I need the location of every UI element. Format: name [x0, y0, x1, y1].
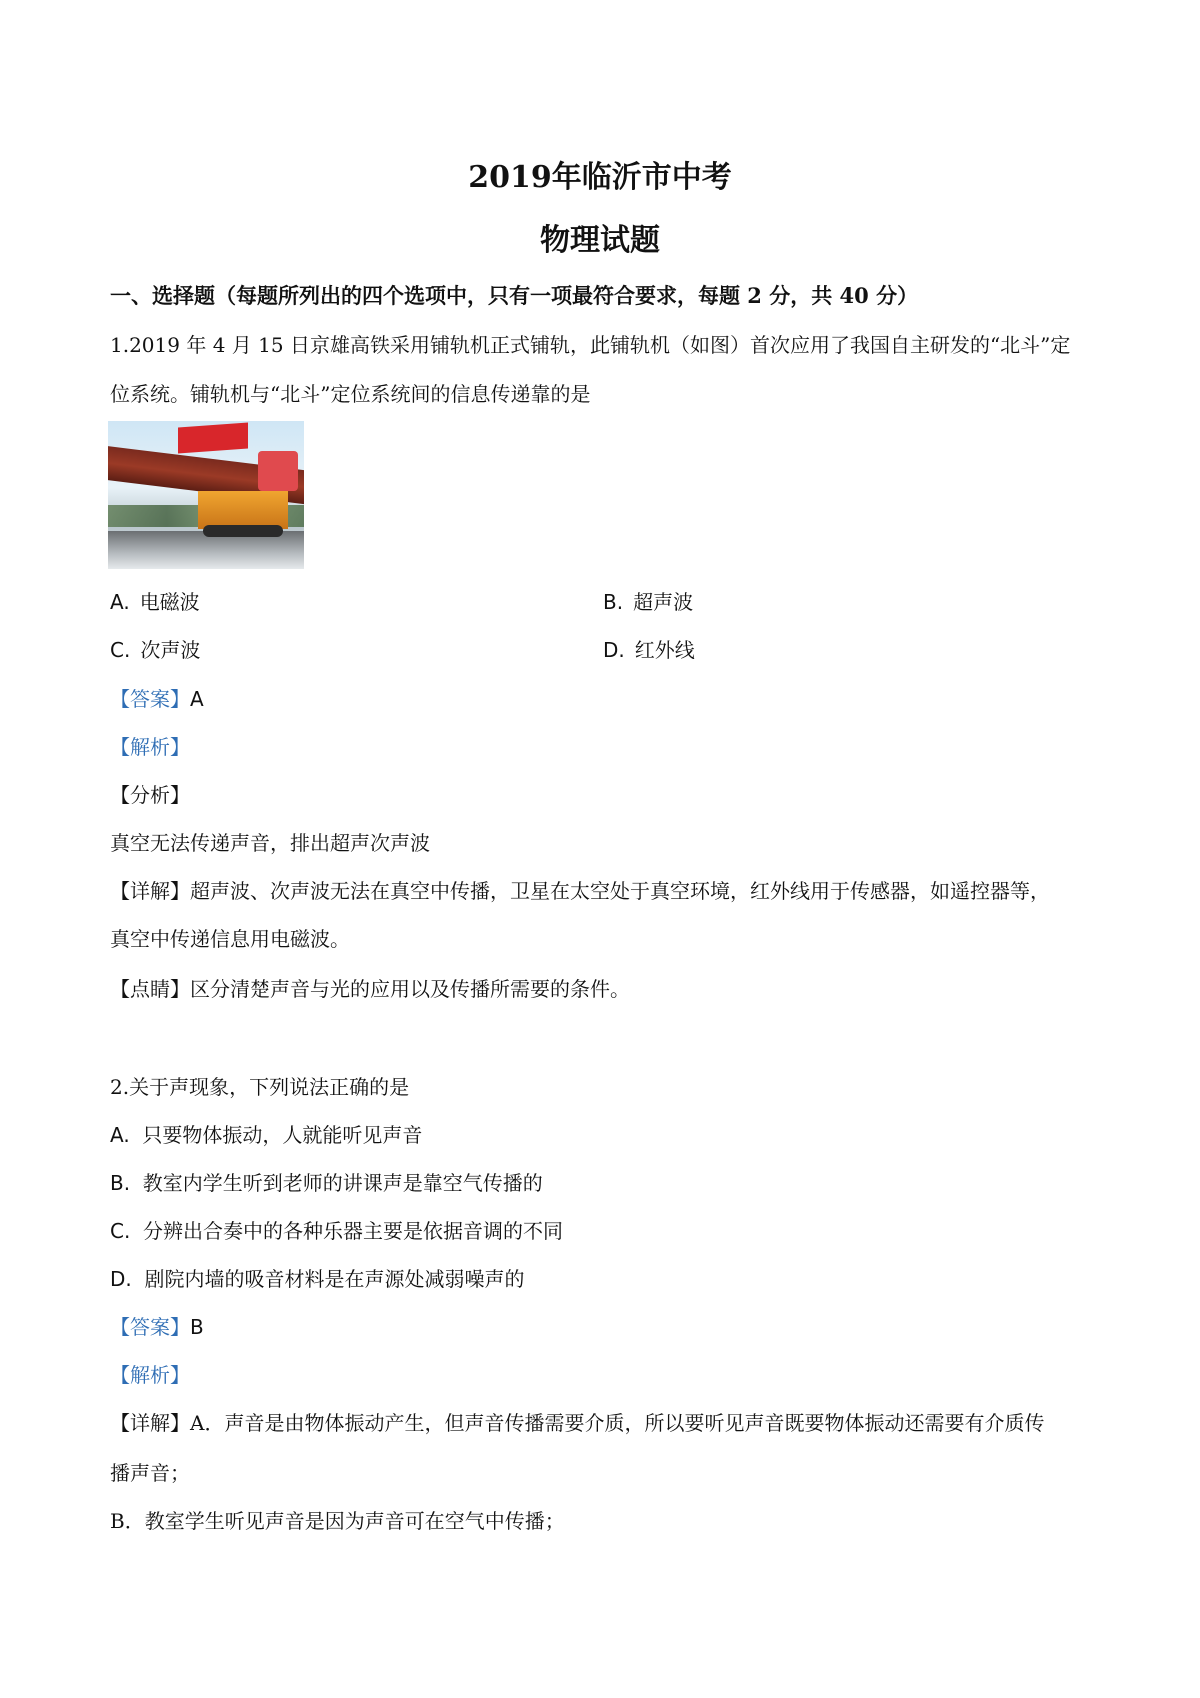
- q1-dianjing: [110, 974, 630, 1004]
- q1-option-a: [110, 587, 200, 617]
- detail-text: 超声波、次声波无法在真空中传播，卫星在太空处于真空环境，红外线用于传感器，如遥控器等，: [190, 879, 1050, 903]
- answer-tag: 【答案】: [110, 1315, 190, 1339]
- detail-tag: 【详解】: [110, 879, 190, 903]
- option-text: 教室内学生听到老师的讲课声是靠空气传播的: [142, 1171, 543, 1195]
- option-text: 红外线: [634, 638, 695, 662]
- answer-value: B: [190, 1315, 204, 1339]
- q2-detail-line3: B．教室学生听见声音是因为声音可在空气中传播；: [110, 1509, 565, 1533]
- q1-stem-line1: 1.2019 年 4 月 15 日京雄高铁采用铺轨机正式铺轨，此铺轨机（如图）首次应用了我国自主研发的“北斗”定: [110, 333, 1071, 357]
- q2-option-c: [110, 1216, 563, 1246]
- option-letter: D.: [110, 1267, 132, 1291]
- q1-fenxi-tag: 【分析】: [110, 783, 190, 807]
- q1-fenxi-text: 真空无法传递声音，排出超声次声波: [110, 831, 430, 855]
- q2-option-d: [110, 1264, 524, 1294]
- option-text: 超声波: [633, 590, 694, 614]
- exam-title: 2019年临沂市中考: [468, 160, 732, 195]
- option-letter: B.: [110, 1171, 131, 1195]
- dianjing-tag: 【点睛】: [110, 977, 190, 1001]
- option-text: 只要物体振动，人就能听见声音: [142, 1123, 423, 1147]
- detail-text: A．声音是由物体振动产生，但声音传播需要介质，所以要听见声音既要物体振动还需要有介质传: [190, 1411, 1045, 1435]
- option-text: 分辨出合奏中的各种乐器主要是依据音调的不同: [143, 1219, 564, 1243]
- option-letter: B.: [603, 590, 624, 614]
- answer-tag: 【答案】: [110, 687, 190, 711]
- option-letter: C.: [110, 1219, 131, 1243]
- q1-stem-line2: 位系统。铺轨机与“北斗”定位系统间的信息传递靠的是: [110, 382, 591, 406]
- option-text: 电磁波: [139, 590, 200, 614]
- exam-subtitle: 物理试题: [540, 223, 660, 258]
- track-laying-machine-photo: [108, 421, 304, 569]
- answer-value: A: [190, 687, 204, 711]
- q1-answer: [110, 684, 204, 714]
- option-letter: D.: [603, 638, 625, 662]
- q1-detail-line1: [110, 876, 1050, 906]
- q2-answer: [110, 1312, 204, 1342]
- q1-option-c: [110, 635, 200, 665]
- q2-option-b: [110, 1168, 543, 1198]
- option-letter: C.: [110, 638, 131, 662]
- q2-detail-line1: [110, 1408, 1044, 1438]
- q1-option-d: [603, 635, 695, 665]
- q1-analysis-tag: 【解析】: [110, 735, 190, 759]
- section-heading: 一、选择题（每题所列出的四个选项中，只有一项最符合要求，每题 2 分，共 40 分）: [110, 283, 919, 308]
- option-text: 剧院内墙的吸音材料是在声源处减弱噪声的: [144, 1267, 525, 1291]
- q2-stem: 2.关于声现象，下列说法正确的是: [110, 1075, 410, 1099]
- q1-option-b: [603, 587, 693, 617]
- detail-tag: 【详解】: [110, 1411, 190, 1435]
- dianjing-text: 区分清楚声音与光的应用以及传播所需要的条件。: [190, 977, 630, 1001]
- q1-detail-line2: 真空中传递信息用电磁波。: [110, 927, 350, 951]
- option-letter: A.: [110, 1123, 130, 1147]
- q2-analysis-tag: 【解析】: [110, 1363, 190, 1387]
- option-letter: A.: [110, 590, 130, 614]
- option-text: 次声波: [140, 638, 201, 662]
- q2-option-a: [110, 1120, 422, 1150]
- q2-detail-line2: 播声音；: [110, 1461, 190, 1485]
